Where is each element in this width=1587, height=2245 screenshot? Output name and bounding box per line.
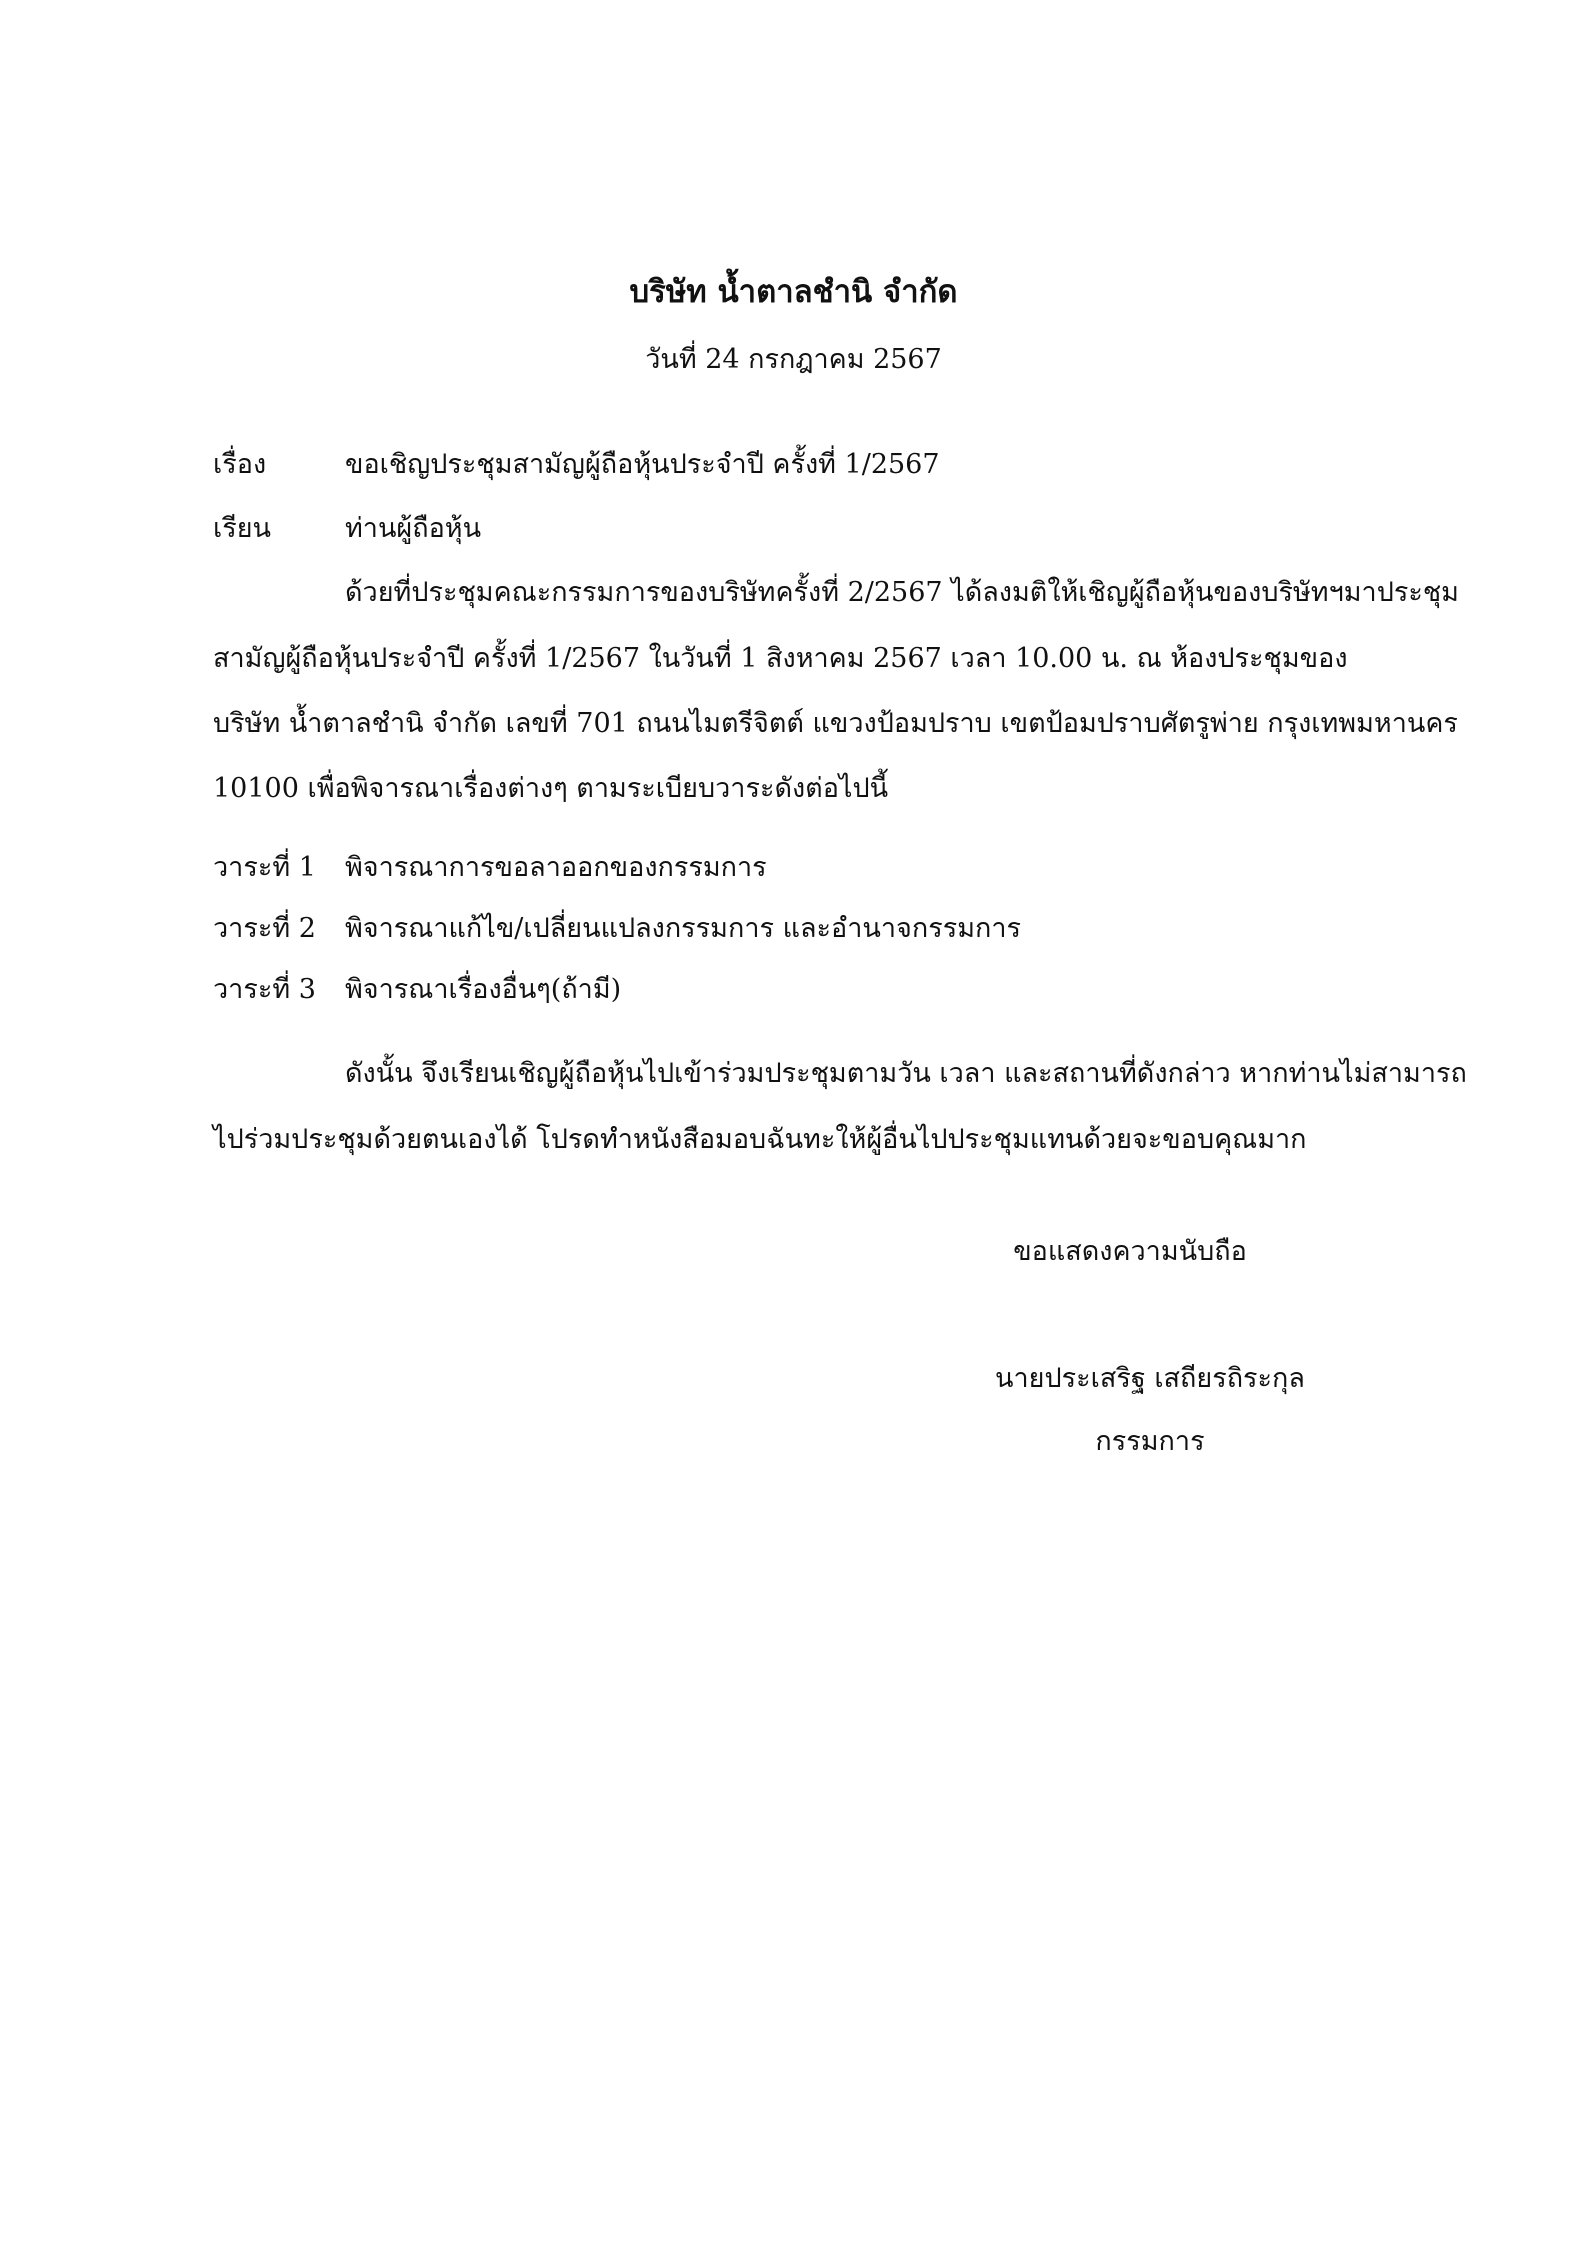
signer-title: กรรมการ: [1095, 1426, 1205, 1457]
company-name: บริษัท น้ำตาลชำนิ จำกัด: [629, 274, 958, 310]
letter-date: วันที่ 24 กรกฎาคม 2567: [645, 344, 942, 375]
agenda-item-text: พิจารณาเรื่องอื่นๆ(ถ้ามี): [345, 974, 622, 1005]
paragraph2-line: ไปร่วมประชุมด้วยตนเองได้ โปรดทำหนังสือมอบฉันทะให้ผู้อื่นไปประชุมแทนด้วยจะขอบคุณมาก: [213, 1124, 1307, 1155]
recipient-label: เรียน: [213, 513, 272, 544]
closing-salutation: ขอแสดงความนับถือ: [1013, 1236, 1247, 1267]
agenda-item-text: พิจารณาการขอลาออกของกรรมการ: [345, 852, 767, 883]
paragraph1-line: บริษัท น้ำตาลชำนิ จำกัด เลขที่ 701 ถนนไมตรีจิตต์ แขวงป้อมปราบ เขตป้อมปราบศัตรูพ่าย กรุงเทพมหานคร: [213, 708, 1458, 739]
paragraph1-line: 10100 เพื่อพิจารณาเรื่องต่างๆ ตามระเบียบวาระดังต่อไปนี้: [213, 773, 889, 804]
paragraph1-line: สามัญผู้ถือหุ้นประจำปี ครั้งที่ 1/2567 ในวันที่ 1 สิงหาคม 2567 เวลา 10.00 น. ณ ห้องประชุมของ: [213, 643, 1348, 674]
paragraph2-line: ดังนั้น จึงเรียนเชิญผู้ถือหุ้นไปเข้าร่วมประชุมตามวัน เวลา และสถานที่ดังกล่าว หากท่านไม่สามารถ: [345, 1058, 1467, 1089]
signer-name: นายประเสริฐ เสถียรถิระกุล: [995, 1363, 1305, 1394]
subject-label: เรื่อง: [213, 449, 267, 480]
subject-text: ขอเชิญประชุมสามัญผู้ถือหุ้นประจำปี ครั้งที่ 1/2567: [345, 449, 940, 480]
recipient-text: ท่านผู้ถือหุ้น: [345, 513, 482, 544]
agenda-item-text: พิจารณาแก้ไข/เปลี่ยนแปลงกรรมการ และอำนาจกรรมการ: [345, 913, 1022, 944]
paragraph1-line: ด้วยที่ประชุมคณะกรรมการของบริษัทครั้งที่ 2/2567 ได้ลงมติให้เชิญผู้ถือหุ้นของบริษัทฯมาประชุม: [345, 577, 1459, 608]
agenda-item-label: วาระที่ 2: [213, 913, 316, 944]
agenda-item-label: วาระที่ 1: [213, 852, 316, 883]
agenda-item-label: วาระที่ 3: [213, 974, 316, 1005]
